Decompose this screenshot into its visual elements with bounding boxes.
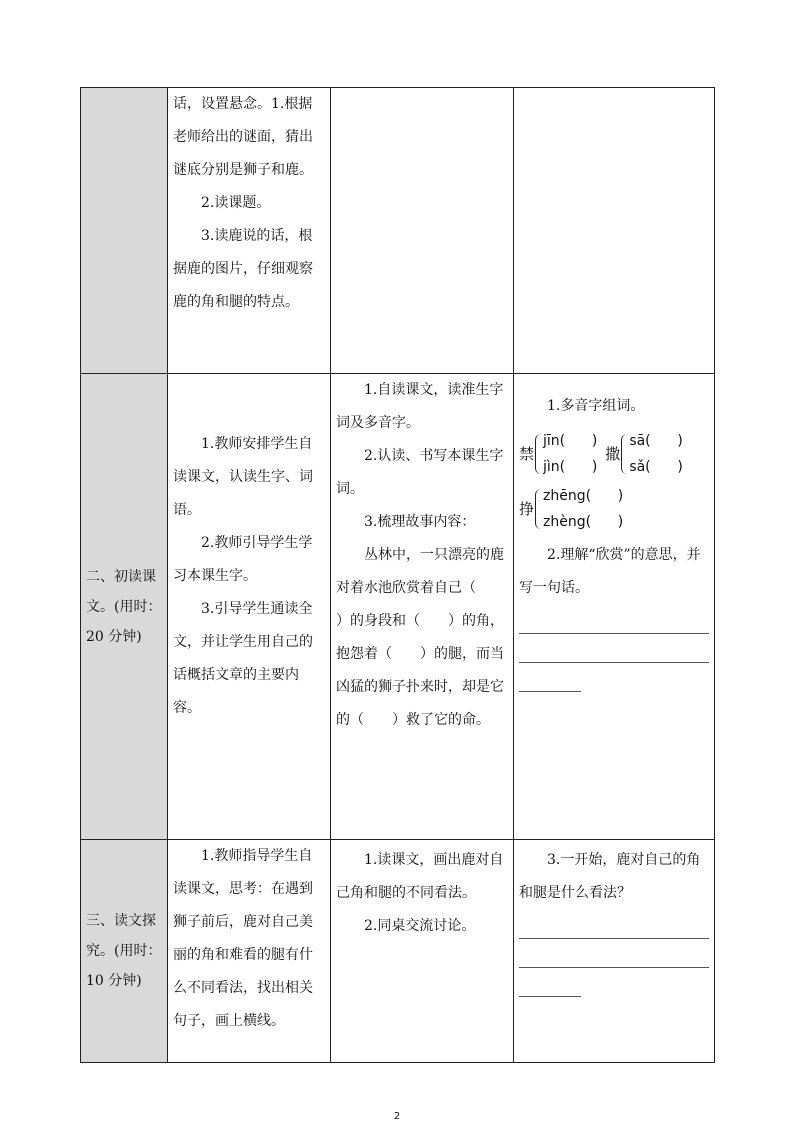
answer-line[interactable] — [519, 939, 709, 968]
teacher-activity-line: 1.教师指导学生自读课文，思考：在遇到狮子前后，鹿对自己美丽的角和难看的腿有什么不同看法，找出相关句子，画上横线。 — [173, 848, 313, 1029]
exercise-cell — [514, 374, 715, 840]
polyphonic-group-row — [519, 425, 709, 480]
student-activity-cell — [331, 374, 514, 840]
polyphonic-char: 撒 — [605, 445, 621, 463]
pinyin-blank[interactable]: sǎ( ) — [629, 459, 683, 475]
brace-icon — [535, 434, 541, 474]
student-activity-line: 1.读课文，画出鹿对自己角和腿的不同看法。 — [336, 852, 504, 901]
polyphonic-sa — [605, 428, 683, 480]
polyphonic-jin — [519, 428, 597, 480]
answer-line[interactable] — [519, 605, 709, 634]
polyphonic-zheng — [519, 483, 709, 535]
student-activity-line: 2.认读、书写本课生字词。 — [336, 448, 504, 497]
teacher-activity-cell — [168, 88, 331, 374]
student-activity-cell — [331, 840, 514, 1063]
exercise-question-1: 1.多音字组词。 — [547, 398, 645, 414]
lesson-plan-table — [80, 87, 715, 1063]
teacher-activity-cell — [168, 840, 331, 1063]
pinyin-blank[interactable]: jìn( ) — [543, 459, 598, 475]
answer-line[interactable] — [519, 968, 581, 997]
student-activity-line: 1.自读课文，读准生字词及多音字。 — [336, 382, 504, 431]
student-activity-line: 2.同桌交流讨论。 — [364, 918, 476, 934]
teacher-activity-line: 2.读课题。 — [201, 195, 271, 211]
student-activity-cell — [331, 88, 514, 374]
brace-icon — [621, 434, 627, 474]
teacher-activity-line: 3.读鹿说的话，根据鹿的图片，仔细观察鹿的角和腿的特点。 — [173, 228, 313, 310]
pinyin-blank[interactable]: jīn( ) — [543, 433, 598, 449]
student-activity-line: 3.梳理故事内容： — [364, 514, 476, 530]
pinyin-blank[interactable]: zhèng( ) — [543, 514, 624, 530]
polyphonic-char: 挣 — [519, 500, 535, 518]
table-row — [81, 374, 715, 840]
stage-cell — [81, 88, 168, 374]
exercise-question-2: 2.理解“欣赏”的意思，并写一句话。 — [519, 547, 701, 596]
exercise-cell — [514, 840, 715, 1063]
stage-cell: 三、读文探究。(用时：10 分钟) — [81, 840, 168, 1063]
answer-line[interactable] — [519, 663, 581, 692]
pinyin-blank[interactable]: sā( ) — [629, 433, 683, 449]
teacher-activity-line: 话，设置悬念。1.根据老师给出的谜面，猜出谜底分别是狮子和鹿。 — [173, 96, 313, 178]
page-number: 2 — [393, 1111, 401, 1122]
teacher-activity-line: 3.引导学生通读全文，并让学生用自己的话概括文章的主要内容。 — [173, 601, 313, 716]
stage-cell: 二、初读课文。(用时：20 分钟) — [81, 374, 168, 840]
table-row — [81, 88, 715, 374]
exercise-question-3: 3.一开始，鹿对自己的角和腿是什么看法？ — [519, 852, 701, 901]
table-row — [81, 840, 715, 1063]
brace-icon — [535, 489, 541, 529]
teacher-activity-line: 1.教师安排学生自读课文，认读生字、词语。 — [173, 436, 313, 518]
teacher-activity-cell — [168, 374, 331, 840]
exercise-cell — [514, 88, 715, 374]
pinyin-blank[interactable]: zhēng( ) — [543, 488, 624, 504]
answer-line[interactable] — [519, 910, 709, 939]
teacher-activity-line: 2.教师引导学生学习本课生字。 — [173, 535, 313, 584]
polyphonic-char: 禁 — [519, 445, 535, 463]
answer-line[interactable] — [519, 634, 709, 663]
story-fill-blank-text: 丛林中，一只漂亮的鹿对着水池欣赏着自己（ ）的身段和（ ）的角，抱怨着（ ）的腿，而当凶猛的狮子扑来时，却是它的（ ）救了它的命。 — [336, 547, 504, 728]
